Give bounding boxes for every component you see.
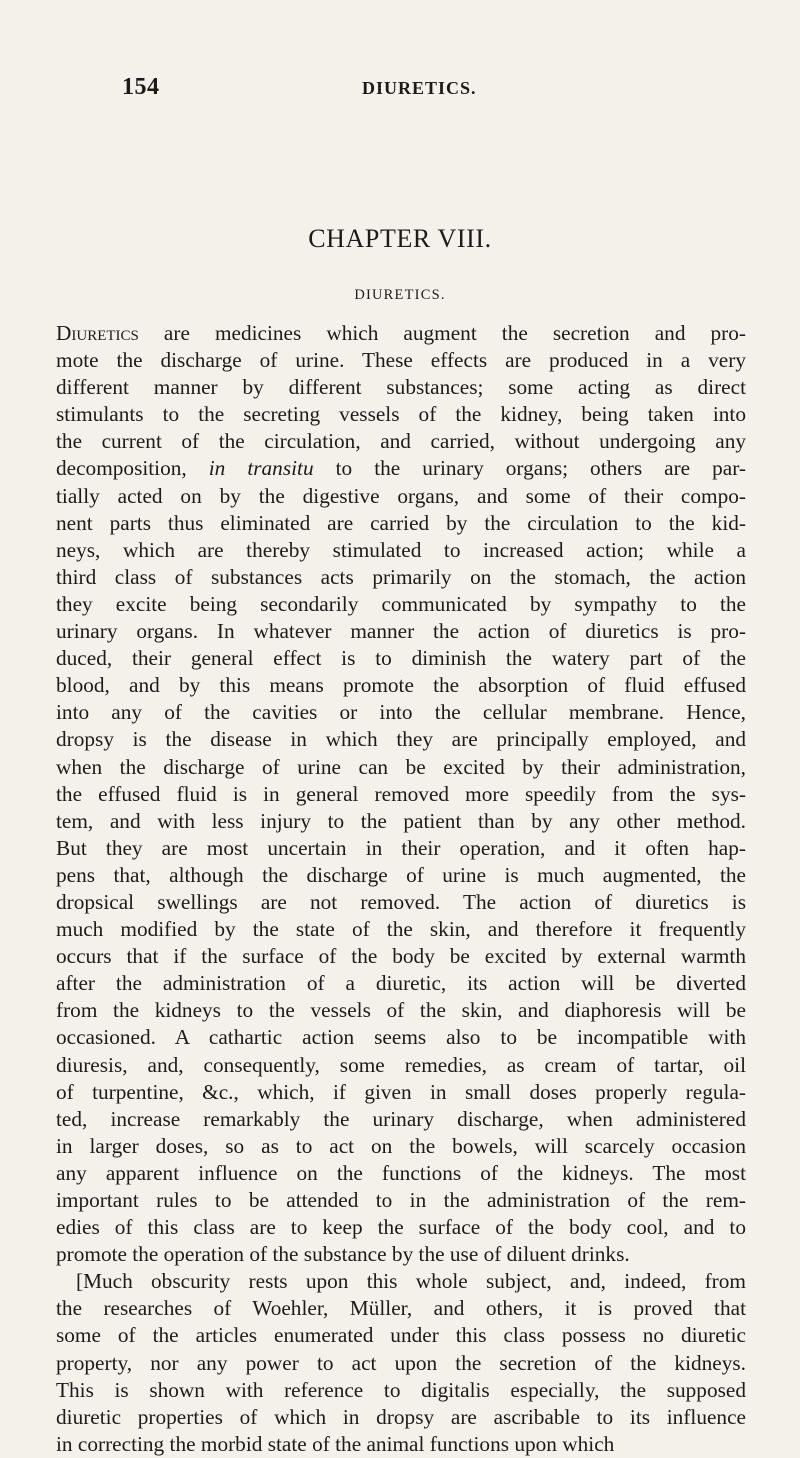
text-segment: edies of this class are to keep the surface of the body cool, and to (56, 1215, 746, 1240)
text-segment: occasioned. A cathartic action seems also to be incompatible with (56, 1025, 746, 1050)
chapter-title: CHAPTER VIII. (308, 224, 492, 253)
text-segment: stimulants to the secreting vessels of the kidney, being taken into (56, 402, 746, 427)
text-line (56, 455, 746, 482)
text-segment: of turpentine, &c., which, if given in small doses properly regula- (56, 1079, 746, 1104)
text-segment: different manner by different substances; some acting as direct (56, 375, 746, 400)
text-segment: some of the articles enumerated under this class possess no diuretic (56, 1323, 746, 1348)
text-line (56, 970, 746, 997)
text-line (56, 754, 746, 781)
text-line (56, 1431, 746, 1458)
text-segment: urinary organs. In whatever manner the action of diuretics is pro- (56, 619, 746, 644)
text-line (56, 1322, 746, 1349)
text-segment: any apparent influence on the functions of the kidneys. The most (56, 1160, 746, 1185)
text-segment: nent parts thus eliminated are carried by the circulation to the kid- (56, 510, 746, 535)
text-segment: diuresis, and, consequently, some remedies, as cream of tartar, oil (56, 1052, 746, 1077)
text-segment: tially acted on by the digestive organs, and some of their compo- (56, 483, 746, 508)
text-line (56, 645, 746, 672)
text-line (56, 808, 746, 835)
text-segment: third class of substances acts primarily on the stomach, the action (56, 564, 746, 589)
running-head (122, 74, 682, 104)
text-line (56, 1052, 746, 1079)
text-segment: blood, and by this means promote the absorption of fluid effused (56, 673, 746, 698)
text-line (56, 1241, 746, 1268)
body-text (56, 320, 746, 1458)
text-segment: when the discharge of urine can be excited by their administration, (56, 754, 746, 779)
text-line (56, 1106, 746, 1133)
text-line (56, 537, 746, 564)
text-segment: the researches of Woehler, Müller, and others, it is proved that (56, 1296, 746, 1321)
text-segment: into any of the cavities or into the cellular membrane. Hence, (56, 700, 746, 725)
running-title: DIURETICS. (362, 78, 477, 98)
text-line (56, 672, 746, 699)
text-line (56, 1377, 746, 1404)
text-line (56, 862, 746, 889)
text-line (56, 1187, 746, 1214)
text-line (56, 1295, 746, 1322)
text-segment: [Much obscurity rests upon this whole subject, and, indeed, from (76, 1269, 746, 1294)
text-segment: they excite being secondarily communicated by sympathy to the (56, 591, 746, 616)
text-segment: dropsical swellings are not removed. The action of diuretics is (56, 889, 746, 914)
text-segment: in correcting the morbid state of the animal functions upon which (56, 1431, 615, 1456)
text-line (56, 889, 746, 916)
text-segment: mote the discharge of urine. These effects are produced in a very (56, 348, 746, 373)
text-line (56, 1024, 746, 1051)
text-line (56, 1350, 746, 1377)
text-segment: duced, their general effect is to diminish the watery part of the (56, 646, 746, 671)
text-line (56, 1404, 746, 1431)
text-line (56, 1268, 746, 1295)
italic-phrase: in transitu (208, 456, 314, 481)
text-segment: the effused fluid is in general removed more speedily from the sys- (56, 781, 746, 806)
text-line (56, 428, 746, 455)
text-line (56, 1133, 746, 1160)
text-segment: diuretic properties of which in dropsy are ascribable to its influence (56, 1404, 746, 1429)
text-line (56, 1214, 746, 1241)
text-segment: much modified by the state of the skin, and therefore it frequently (56, 917, 746, 942)
text-segment: the current of the circulation, and carried, without undergoing any (56, 429, 746, 454)
text-segment: ted, increase remarkably the urinary discharge, when administered (56, 1106, 746, 1131)
page-number: 154 (122, 74, 160, 100)
text-line (56, 1160, 746, 1187)
text-line (56, 564, 746, 591)
text-segment: This is shown with reference to digitalis especially, the supposed (56, 1377, 746, 1402)
text-line (56, 1079, 746, 1106)
text-segment: from the kidneys to the vessels of the skin, and diaphoresis will be (56, 998, 746, 1023)
text-line (56, 347, 746, 374)
text-segment: in larger doses, so as to act on the bowels, will scarcely occasion (56, 1133, 746, 1158)
text-segment: promote the operation of the substance by the use of diluent drinks. (56, 1242, 630, 1267)
text-line (56, 699, 746, 726)
text-segment: to the urinary organs; others are par- (313, 456, 746, 481)
text-segment: important rules to be attended to in the administration of the rem- (56, 1188, 746, 1212)
text-line (56, 618, 746, 645)
text-line (56, 510, 746, 537)
text-line (56, 835, 746, 862)
lead-word: Diuretics (56, 321, 139, 345)
text-line (56, 374, 746, 401)
text-segment: neys, which are thereby stimulated to increased action; while a (56, 537, 746, 562)
text-segment: But they are most uncertain in their operation, and it often hap- (56, 835, 746, 860)
text-line (56, 401, 746, 428)
text-segment: pens that, although the discharge of urine is much augmented, the (56, 862, 746, 887)
text-segment: are medicines which augment the secretion and pro- (138, 321, 746, 345)
text-line (56, 781, 746, 808)
text-line (56, 943, 746, 970)
text-segment: decomposition, (56, 456, 209, 481)
text-segment: property, nor any power to act upon the secretion of the kidneys. (56, 1350, 746, 1375)
text-segment: dropsy is the disease in which they are principally employed, and (56, 727, 746, 752)
text-line (56, 483, 746, 510)
text-segment: after the administration of a diuretic, its action will be diverted (56, 971, 746, 996)
section-title: DIURETICS. (354, 287, 446, 303)
text-line (56, 591, 746, 618)
text-line (56, 916, 746, 943)
text-line (56, 997, 746, 1024)
text-segment: tem, and with less injury to the patient than by any other method. (56, 808, 746, 833)
text-line (56, 726, 746, 753)
text-line (56, 320, 746, 347)
text-segment: occurs that if the surface of the body be excited by external warmth (56, 944, 746, 969)
